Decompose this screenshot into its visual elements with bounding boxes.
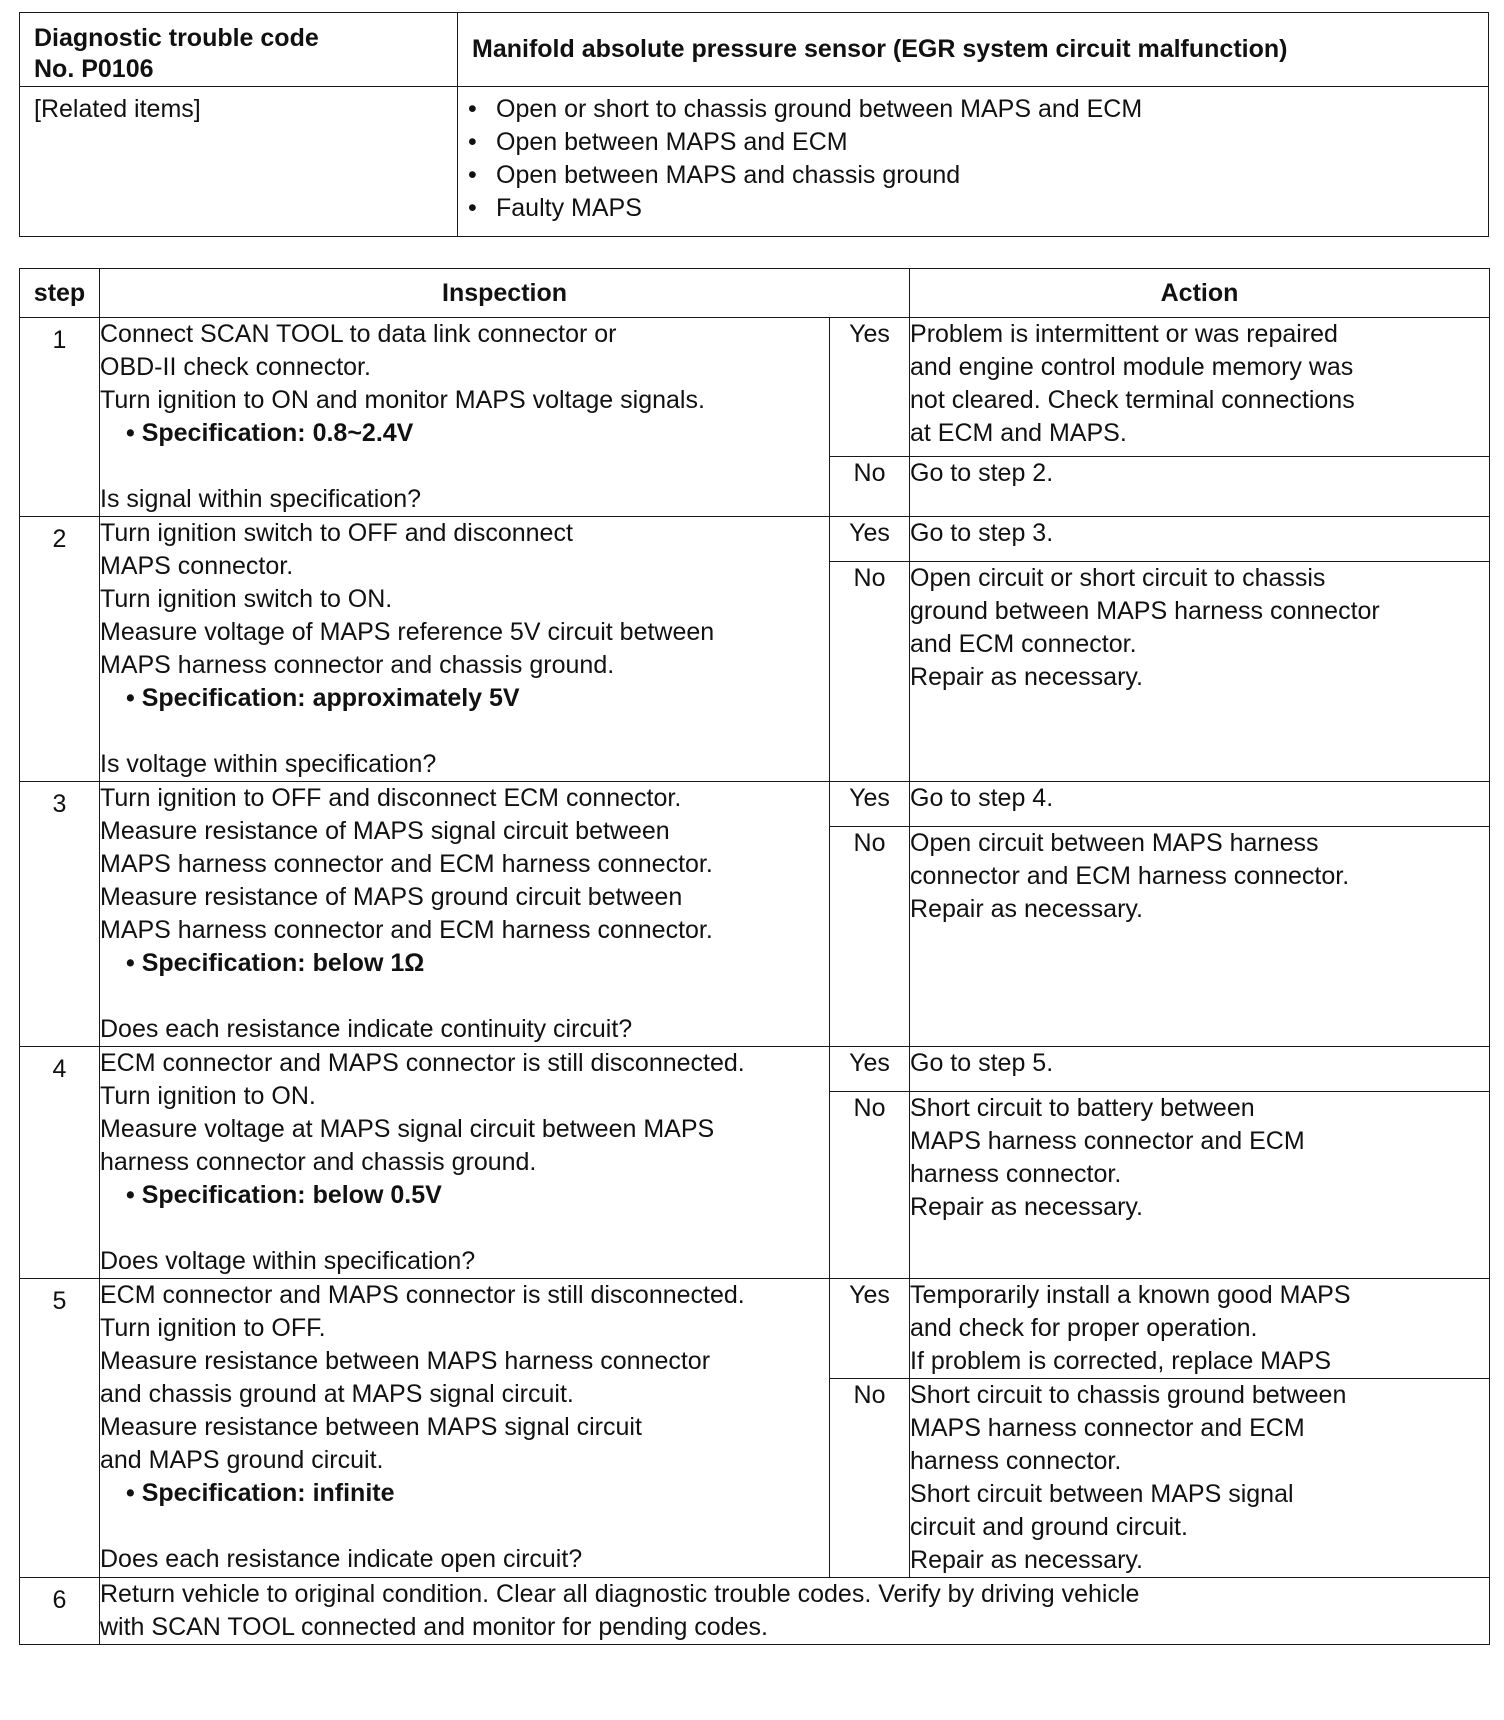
no-action-cell [910, 1091, 1490, 1278]
no-action-text: MAPS harness connector and ECM [910, 1414, 1305, 1442]
inspection-question: Is signal within specification? [100, 485, 421, 513]
inspection-question: Does each resistance indicate continuity circuit? [100, 1015, 633, 1043]
yes-action-cell [910, 318, 1490, 457]
yes-action-text: Go to step 3. [910, 519, 1054, 547]
no-label: No [830, 456, 910, 516]
final-step-row [20, 1578, 1490, 1645]
inspection-cell [100, 782, 830, 1047]
no-label: No [830, 561, 910, 781]
column-header-inspection: Inspection [100, 269, 910, 318]
inspection-text: Measure resistance between MAPS harness connector [100, 1347, 711, 1375]
specification-text: • Specification: below 0.5V [100, 1179, 829, 1212]
step-number-cell [20, 1578, 100, 1645]
no-action-cell [910, 456, 1490, 516]
inspection-text: Measure voltage of MAPS reference 5V circuit between [100, 618, 715, 646]
yes-action-cell [910, 782, 1490, 827]
dtc-code-cell [20, 13, 458, 87]
column-header-action: Action [910, 269, 1490, 318]
yes-action-text: and engine control module memory was [910, 353, 1354, 381]
specification-text: • Specification: below 1Ω [100, 947, 829, 980]
no-action-text: Repair as necessary. [910, 662, 1143, 691]
step-number-cell [20, 1279, 100, 1578]
inspection-text: Measure resistance of MAPS signal circuit between [100, 817, 670, 845]
no-action-text: MAPS harness connector and ECM [910, 1126, 1305, 1155]
inspection-text: ECM connector and MAPS connector is still disconnected. [100, 1049, 745, 1077]
inspection-question: Does voltage within specification? [100, 1247, 476, 1275]
inspection-text: MAPS harness connector and ECM harness connector. [100, 916, 713, 944]
inspection-text: MAPS harness connector and chassis ground. [100, 651, 615, 679]
step-number: 5 [52, 1287, 67, 1315]
step-number: 6 [52, 1586, 67, 1614]
step-number: 3 [52, 790, 67, 818]
no-action-text: and ECM connector. [910, 629, 1137, 658]
step-row [20, 782, 1490, 827]
yes-label: Yes [830, 1047, 910, 1092]
yes-label: Yes [830, 1279, 910, 1379]
inspection-text: MAPS connector. [100, 552, 294, 580]
inspection-question: Is voltage within specification? [100, 750, 437, 778]
inspection-text: Measure voltage at MAPS signal circuit between MAPS [100, 1115, 715, 1143]
step-row [20, 517, 1490, 562]
yes-action-text: at ECM and MAPS. [910, 419, 1127, 447]
inspection-text: Turn ignition to ON. [100, 1082, 316, 1110]
no-action-text: Open circuit or short circuit to chassis [910, 563, 1326, 592]
no-action-text: connector and ECM harness connector. [910, 861, 1350, 890]
inspection-text: Measure resistance of MAPS ground circuit between [100, 883, 683, 911]
step-number-cell [20, 318, 100, 517]
related-items-list [458, 93, 1488, 225]
no-action-text: Short circuit between MAPS signal [910, 1480, 1294, 1508]
step-row [20, 1279, 1490, 1379]
related-item: • Open or short to chassis ground between MAPS and ECM [496, 93, 1488, 126]
inspection-table [19, 268, 1490, 1645]
step-number-cell [20, 782, 100, 1047]
inspection-text: Turn ignition to ON and monitor MAPS voltage signals. [100, 386, 705, 414]
step-row [20, 318, 1490, 457]
inspection-text: Turn ignition switch to OFF and disconnect [100, 519, 573, 547]
related-item: • Open between MAPS and ECM [496, 126, 1488, 159]
step-row [20, 1047, 1490, 1092]
inspection-text: and chassis ground at MAPS signal circuit. [100, 1380, 574, 1408]
column-header-step: step [20, 269, 100, 318]
no-action-text: ground between MAPS harness connector [910, 596, 1380, 625]
no-action-text: Repair as necessary. [910, 1192, 1143, 1221]
no-action-text: Repair as necessary. [910, 894, 1143, 923]
step-number-cell [20, 517, 100, 782]
inspection-cell [100, 1047, 830, 1279]
dtc-title: Manifold absolute pressure sensor (EGR system circuit malfunction) [458, 13, 1489, 87]
inspection-text: OBD-II check connector. [100, 353, 371, 381]
inspection-text: Turn ignition to OFF. [100, 1314, 326, 1342]
no-action-text: Open circuit between MAPS harness [910, 828, 1319, 857]
yes-label: Yes [830, 318, 910, 457]
related-item: • Faulty MAPS [496, 192, 1488, 225]
inspection-text: MAPS harness connector and ECM harness connector. [100, 850, 713, 878]
inspection-text: ECM connector and MAPS connector is still disconnected. [100, 1281, 745, 1309]
dtc-header-table [19, 12, 1489, 237]
yes-label: Yes [830, 782, 910, 827]
no-action-text: Short circuit to battery between [910, 1093, 1255, 1122]
yes-action-text: Go to step 4. [910, 784, 1054, 812]
no-label: No [830, 826, 910, 1046]
no-action-text: Short circuit to chassis ground between [910, 1381, 1347, 1409]
inspection-text: Turn ignition to OFF and disconnect ECM connector. [100, 784, 682, 812]
step-number-cell [20, 1047, 100, 1279]
yes-action-text: and check for proper operation. [910, 1314, 1258, 1342]
dtc-code-label: Diagnostic trouble code [34, 24, 319, 52]
no-action-text: harness connector. [910, 1159, 1122, 1188]
final-step-text: with SCAN TOOL connected and monitor for pending codes. [100, 1613, 768, 1641]
yes-action-cell [910, 1047, 1490, 1092]
no-action-text: Go to step 2. [910, 458, 1054, 487]
step-number: 2 [52, 525, 67, 553]
specification-text: • Specification: infinite [100, 1477, 829, 1510]
dtc-code-number: No. P0106 [34, 55, 154, 83]
related-items-cell [458, 87, 1489, 237]
yes-action-text: Problem is intermittent or was repaired [910, 320, 1338, 348]
no-action-cell [910, 561, 1490, 781]
no-action-text: harness connector. [910, 1447, 1122, 1475]
yes-action-text: If problem is corrected, replace MAPS [910, 1347, 1332, 1375]
step-number: 4 [52, 1055, 67, 1083]
inspection-text: Connect SCAN TOOL to data link connector or [100, 320, 617, 348]
yes-action-cell [910, 517, 1490, 562]
related-items-label: [Related items] [20, 87, 458, 237]
inspection-text: Measure resistance between MAPS signal circuit [100, 1413, 642, 1441]
inspection-text: and MAPS ground circuit. [100, 1446, 384, 1474]
no-label: No [830, 1379, 910, 1578]
no-label: No [830, 1091, 910, 1278]
specification-text: • Specification: 0.8~2.4V [100, 417, 829, 450]
no-action-text: Repair as necessary. [910, 1546, 1143, 1574]
inspection-question: Does each resistance indicate open circuit? [100, 1545, 583, 1573]
inspection-cell [100, 318, 830, 517]
final-step-text: Return vehicle to original condition. Clear all diagnostic trouble codes. Verify by driving vehicle [100, 1580, 1140, 1608]
no-action-cell [910, 1379, 1490, 1578]
no-action-cell [910, 826, 1490, 1046]
table-header-row [20, 269, 1490, 318]
specification-text: • Specification: approximately 5V [100, 682, 829, 715]
yes-label: Yes [830, 517, 910, 562]
inspection-cell [100, 517, 830, 782]
inspection-text: harness connector and chassis ground. [100, 1148, 537, 1176]
related-item: • Open between MAPS and chassis ground [496, 159, 1488, 192]
yes-action-cell [910, 1279, 1490, 1379]
yes-action-text: Temporarily install a known good MAPS [910, 1281, 1351, 1309]
step-number: 1 [52, 326, 67, 354]
no-action-text: circuit and ground circuit. [910, 1513, 1188, 1541]
inspection-cell [100, 1279, 830, 1578]
yes-action-text: Go to step 5. [910, 1049, 1054, 1077]
final-step-instructions [100, 1578, 1490, 1645]
yes-action-text: not cleared. Check terminal connections [910, 386, 1355, 414]
inspection-text: Turn ignition switch to ON. [100, 585, 393, 613]
